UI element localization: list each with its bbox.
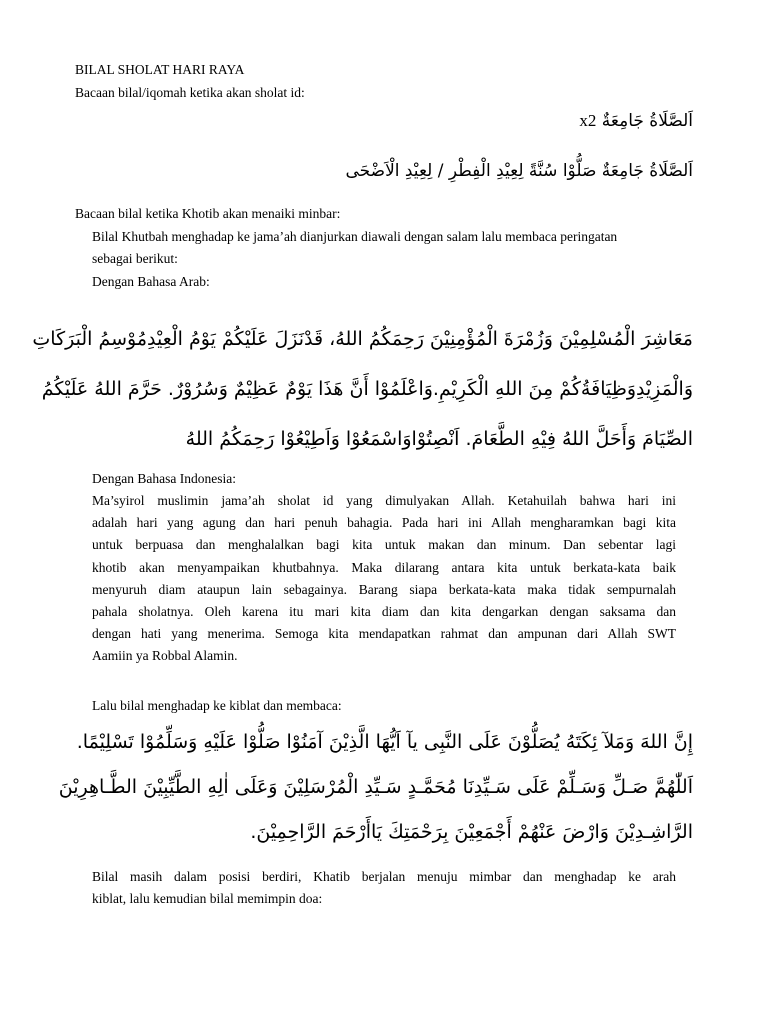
khutbah-note-line-1: Bilal Khutbah menghadap ke jama’ah dianjurkan diawali dengan salam lalu membaca peringatan <box>92 229 618 244</box>
indo-label: Dengan Bahasa Indonesia: <box>92 471 236 486</box>
closing-paragraph <box>92 866 676 910</box>
indo-line: pahala sholatnya. Oleh karena itu mari kita diam dan kita dengarkan dengan saksama dan <box>92 604 676 620</box>
iqomah-arabic-line-2: اَلصَّلَاةُ جَامِعَةٌ صَلُّوْا سُنَّةً لِعِيْدِ الْفِطْرِ / لِعِيْدِ الْاَضْحَى <box>345 161 693 181</box>
iqomah-arabic-1: اَلصَّلَاةُ جَامِعَةٌ <box>601 111 693 131</box>
indo-line: dengan hati yang menerima. Semoga kita mendapatkan rahmat dan ampunan dari Allah SWT <box>92 626 676 642</box>
kiblat-intro: Lalu bilal menghadap ke kiblat dan membaca: <box>92 698 342 713</box>
closing-line: Bilal masih dalam posisi berdiri, Khatib berjalan menuju mimbar dan menghadap ke arah <box>92 869 676 884</box>
khutbah-note-line-2: sebagai berikut: <box>92 251 178 266</box>
kiblat-arabic-line-1: إِنَّ اللهَ وَمَلآ ئِكَتَهُ يُصَلُّوْنَ عَلَى النَّبِى يآ اَيُّهَا الَّذِيْنَ آمَنُوْا صَلُّوْا عَلَيْهِ وَسَلِّمُوْا تَسْلِيْمًا. <box>76 731 693 753</box>
indo-line: menyuruh diam ataupun lain sebagainya. Barang siapa berkata-kata maka tidak sempurnalah <box>92 581 676 597</box>
iqomah-repeat-label: x2 <box>579 111 597 130</box>
indo-line: adalah hari yang agung dan hari penuh bahagia. Pada hari ini Allah mengharamkan bagi kita <box>92 515 676 531</box>
arab-text-line-2: وَالْمَزِيْدِوَظِيَافَةُكُمْ مِنَ اللهِ الْكَرِيْمِ.وَاعْلَمُوْا أَنَّ هَذَا يَوْمٌ عَظِيْمٌ وَسُرُوْرٌ. حَرَّمَ اللهُ عَلَيْكُمُ <box>41 378 693 400</box>
kiblat-arabic-line-3: الرَّاشِـدِيْنَ وَارْضَ عَنْهُمْ أَجْمَعِيْنَ بِرَحْمَتِكَ يَاأَرْحَمَ الرَّاحِمِيْنَ. <box>250 821 693 843</box>
arab-text-line-3: الصِّيَامَ وَأَحَلَّ اللهُ فِيْهِ الطَّعَامَ. اَنْصِتُوْاوَاسْمَعُوْا وَاَطِيْعُوْا رَحِمَكُمُ اللهُ <box>185 428 693 450</box>
indo-line: untuk berpuasa dan menghalalkan bagi kita untuk makan dan minum. Dan sebentar lagi <box>92 537 676 553</box>
iqomah-intro: Bacaan bilal/iqomah ketika akan sholat id: <box>75 85 305 100</box>
arab-text-line-1: مَعَاشِرَ الْمُسْلِمِيْنَ وَزُمْرَةَ الْمُؤْمِنِيْنَ رَحِمَكُمُ اللهُ، قَدْنَزَلَ عَلَيْكُمْ يَوْمُ الْعِيْدِمُوْسِمُ الْبَرَكَاتِ <box>32 328 693 350</box>
indo-paragraph <box>92 490 676 668</box>
indo-line: Ma’syirol muslimin jama’ah sholat id yang dimulyakan Allah. Ketahuilah bahwa hari ini <box>92 493 676 508</box>
iqomah-arabic-line-1 <box>193 108 693 134</box>
indo-line: khotib akan menyampaikan khutbahnya. Maka dilarang antara kita untuk berkata-kata baik <box>92 559 676 575</box>
khotib-intro: Bacaan bilal ketika Khotib akan menaiki minbar: <box>75 206 341 221</box>
kiblat-arabic-line-2: اَللّٰهُمَّ صَـلِّ وَسَـلِّمْ عَلَى سَـيِّدِنَا مُحَمَّـدٍ سَـيِّدِ الْمُرْسَلِيْنَ وَعَلَى اٰلِهِ الطَّيِّبِيْنَ الطَّـاهِرِيْنَ <box>58 776 693 798</box>
arab-label: Dengan Bahasa Arab: <box>92 274 210 289</box>
document-title: BILAL SHOLAT HARI RAYA <box>75 62 245 77</box>
indo-line: Aamiin ya Robbal Alamin. <box>92 648 238 664</box>
closing-line: kiblat, lalu kemudian bilal memimpin doa: <box>92 891 323 907</box>
